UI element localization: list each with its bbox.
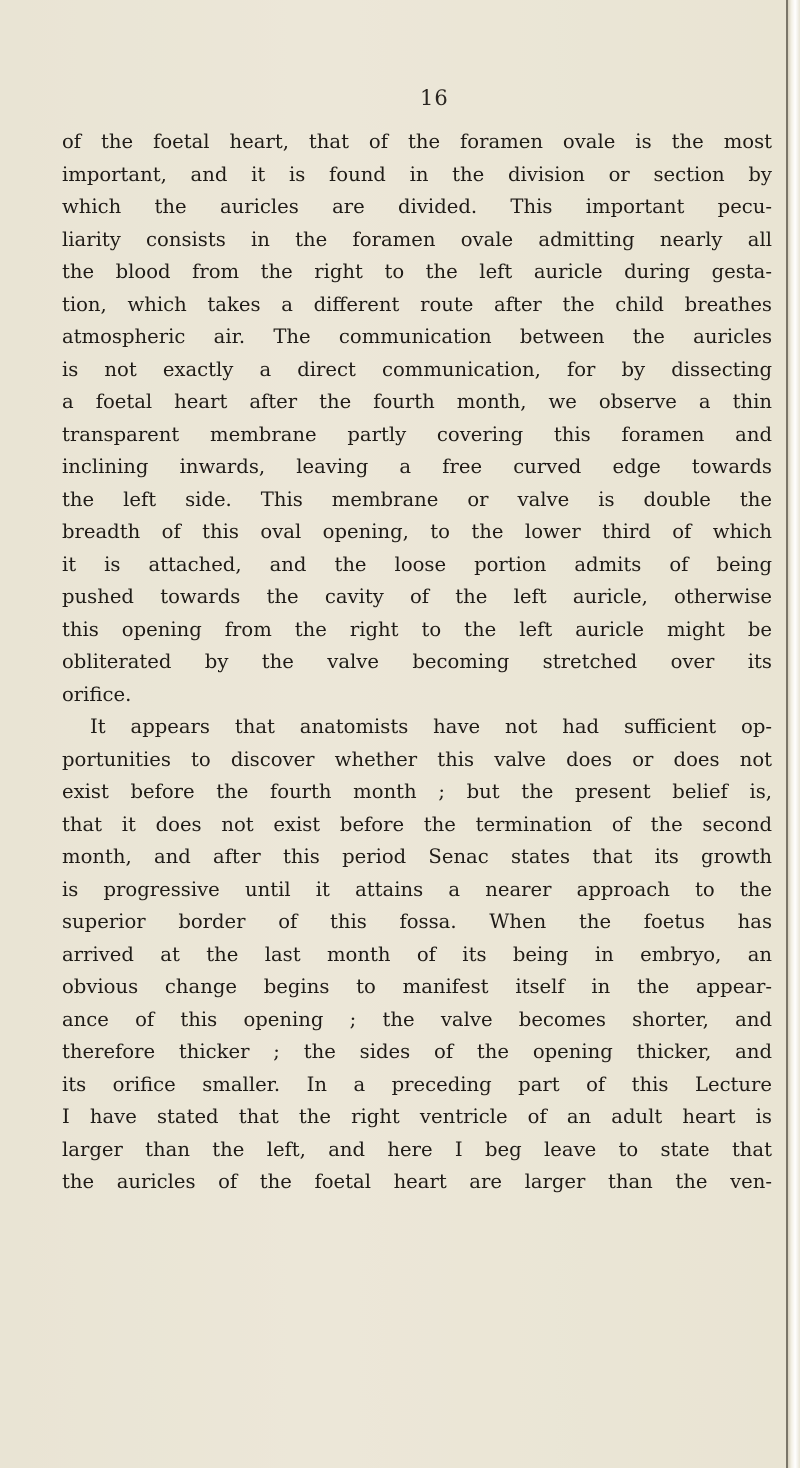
text-line: obvious change begins to manifest itself in the appear- bbox=[62, 975, 772, 998]
text-line: important, and it is found in the division or section by bbox=[62, 162, 772, 186]
body-text bbox=[62, 126, 772, 1199]
text-line: It appears that anatomists have not had sufficient op- bbox=[90, 715, 772, 738]
text-line: pushed towards the cavity of the left auricle, otherwise bbox=[62, 585, 772, 608]
page-edge bbox=[786, 0, 800, 1468]
text-line: larger than the left, and here I beg leave to state that bbox=[62, 1137, 772, 1161]
text-line: superior border of this fossa. When the foetus has bbox=[62, 910, 772, 933]
text-line: arrived at the last month of its being in embryo, an bbox=[62, 942, 772, 966]
text-line: that it does not exist before the termination of the second bbox=[62, 812, 772, 836]
text-line: the auricles of the foetal heart are larger than the ven- bbox=[62, 1170, 772, 1193]
text-line: orifice. bbox=[62, 682, 132, 706]
text-line: of the foetal heart, that of the foramen ovale is the most bbox=[62, 130, 772, 153]
text-line: ance of this opening ; the valve becomes shorter, and bbox=[62, 1007, 772, 1031]
text-line: month, and after this period Senac states that its growth bbox=[62, 845, 772, 868]
text-line: liarity consists in the foramen ovale admitting nearly all bbox=[62, 227, 772, 251]
text-line: is not exactly a direct communication, for by dissecting bbox=[62, 357, 772, 381]
text-line: therefore thicker ; the sides of the opening thicker, and bbox=[62, 1040, 772, 1063]
text-line: the blood from the right to the left auricle during gesta- bbox=[62, 260, 772, 283]
text-line: transparent membrane partly covering this foramen and bbox=[62, 422, 772, 446]
text-line: exist before the fourth month ; but the present belief is, bbox=[62, 780, 772, 803]
text-line: its orifice smaller. In a preceding part of this Lecture bbox=[62, 1072, 772, 1096]
text-line: which the auricles are divided. This important pecu- bbox=[62, 195, 772, 218]
text-line: atmospheric air. The communication between the auricles bbox=[62, 325, 772, 348]
text-line: a foetal heart after the fourth month, we observe a thin bbox=[62, 390, 772, 413]
text-line: this opening from the right to the left auricle might be bbox=[62, 617, 772, 641]
text-line: tion, which takes a different route after the child breathes bbox=[62, 292, 772, 316]
text-line: it is attached, and the loose portion admits of being bbox=[62, 552, 772, 576]
text-line: inclining inwards, leaving a free curved edge towards bbox=[62, 455, 772, 478]
text-line: I have stated that the right ventricle of an adult heart is bbox=[62, 1105, 772, 1128]
page-number: 16 bbox=[420, 86, 449, 110]
text-line: breadth of this oval opening, to the lower third of which bbox=[62, 520, 772, 543]
text-line: is progressive until it attains a nearer approach to the bbox=[62, 877, 772, 901]
text-line: the left side. This membrane or valve is double the bbox=[62, 487, 772, 511]
text-line: obliterated by the valve becoming stretched over its bbox=[62, 650, 772, 673]
text-line: portunities to discover whether this valve does or does not bbox=[62, 747, 772, 771]
